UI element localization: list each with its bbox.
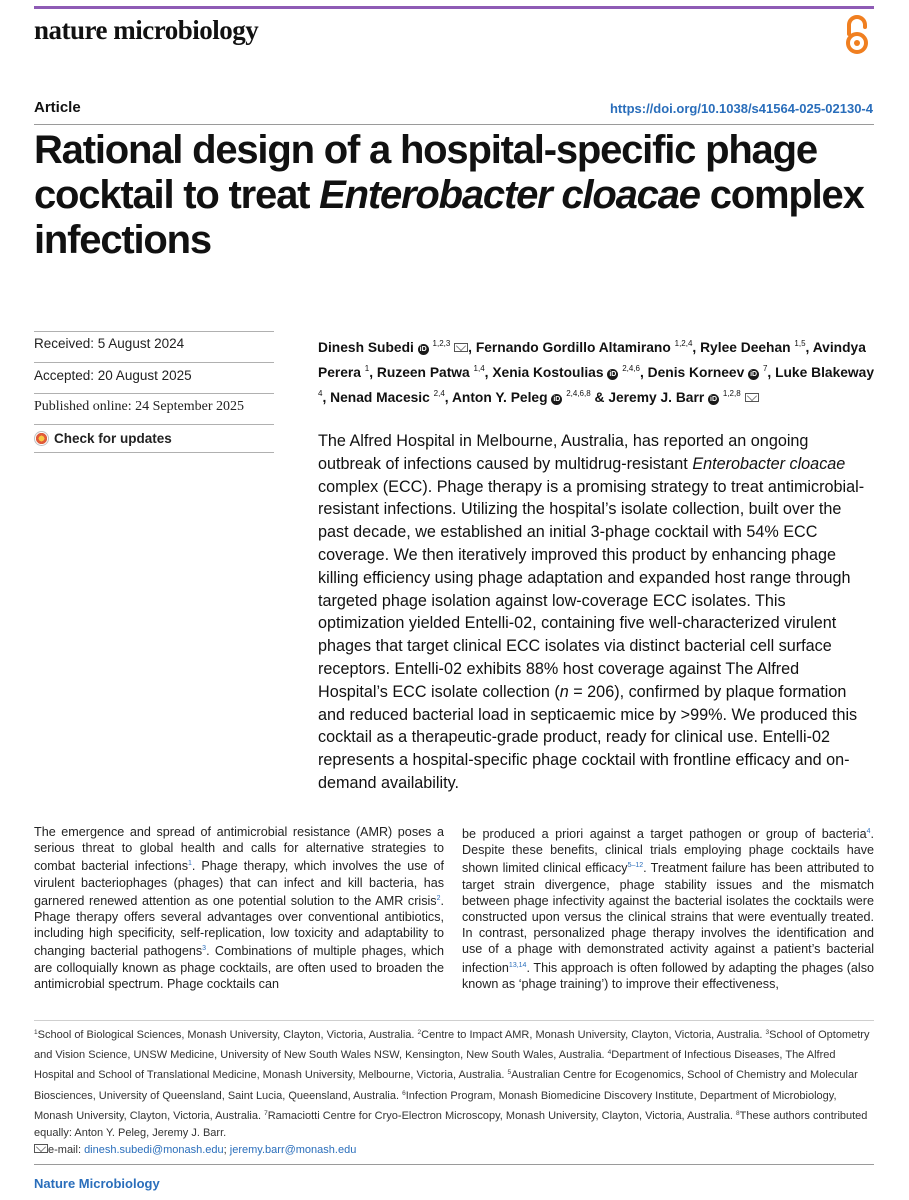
email-icon [34, 1144, 48, 1153]
affiliation-number: 5 [507, 1069, 512, 1077]
author-name[interactable]: Denis Korneev [647, 365, 749, 380]
affiliation-text: School of Biological Sciences, Monash University, Clayton, Victoria, Australia. [37, 1029, 418, 1041]
orcid-icon[interactable]: iD [553, 396, 561, 403]
author-affiliation-ref: 1 [364, 364, 370, 373]
meta-rule-2 [34, 362, 274, 363]
author-affiliation-ref: 2,4,6 [622, 364, 640, 373]
citation-ref[interactable]: 13,14 [508, 961, 527, 969]
body-text-column-1: The emergence and spread of antimicrobial resistance (AMR) poses a serious threat to global health and calls for alternative strategies to combat bacterial infections$^1$. Phage therapy, which involves the use of virulent bacteriophages (phages) that can infect and kill bacteria, has garnered renewed attention as one potential solution to the AMR crisis$^2$. Phage therapy offers several advantages over conventional antibiotics, including high specificity, self-replication, low toxicity and adaptability to changing bacterial pathogens$^3$. Combinations of multiple phages, which are colloquially known as phage cocktails, are often used to broaden the antimicrobial spectrum. Phage cocktails can [34, 825, 444, 991]
affiliations: $^1$School of Biological Sciences, Monash University, Clayton, Victoria, Australia. $^2$Centre to Impact AMR, Monash University, Clayton, Victoria, Australia. $^3$School of Optometry and Vision Science, UNSW Medicine, University of New South Wales NSW, Kensington, New South Wales, Australia. $^4$Department of Infectious Diseases, The Alfred Hospital and School of Translational Medicine, Monash University, Melbourne, Victoria, Australia. $^5$Australian Centre for Ecogenomics, School of Chemistry and Molecular Biosciences, University of Queensland, Saint Lucia, Queensland, Australia. $^6$Infection Program, Monash Biomedicine Discovery Institute, Department of Microbiology, Monash University, Clayton, Victoria, Australia. $^7$Ramaciotti Centre for Cryo-Electron Microscopy, Monash University, Clayton, Victoria, Australia. $^8$These authors contributed equally: Anton Y. Peleg, Jeremy J. Barr. e-mail: dinesh.subedi@monash.edu; jeremy.barr@monash.edu [34, 1029, 870, 1157]
author-name[interactable]: Luke Blakeway [775, 365, 875, 380]
affiliation-number: 3 [765, 1029, 770, 1036]
title-italic-species: Enterobacter cloacae [319, 173, 700, 217]
citation-ref[interactable]: 1 [188, 860, 192, 868]
article-type: Article [34, 99, 81, 116]
author-name[interactable]: Nenad Macesic [330, 390, 434, 405]
citation-ref[interactable]: 2 [436, 894, 441, 902]
author-affiliation-ref: 1,4 [473, 364, 485, 373]
author-affiliation-ref: 1,5 [794, 339, 806, 348]
affiliation-text: These authors contributed equally: Anton Y. Peleg, Jeremy J. Barr. [34, 1109, 868, 1140]
doi-link[interactable]: https://doi.org/10.1038/s41564-025-02130-4 [609, 101, 873, 116]
meta-rule-3 [34, 393, 274, 394]
author-name[interactable]: Jeremy J. Barr [608, 390, 709, 405]
author-name[interactable]: Dinesh Subedi [318, 340, 418, 355]
orcid-icon[interactable]: iD [609, 371, 617, 378]
author-affiliation-ref: 1,2,8 [722, 389, 741, 398]
journal-name: nature microbiology [34, 15, 259, 45]
meta-rule-5 [34, 452, 274, 453]
orcid-icon[interactable]: iD [710, 396, 718, 403]
affiliation-number: 8 [735, 1109, 740, 1117]
affiliations-rule [34, 1020, 874, 1021]
affiliation-number: 4 [607, 1049, 612, 1057]
affiliation-number: 2 [417, 1029, 422, 1036]
check-for-updates-button[interactable] [34, 431, 172, 446]
published-date: Published online: 24 September 2025 [34, 399, 244, 414]
affiliation-text: Department of Infectious Diseases, The Alfred Hospital and School of Translational Medicine, Monash University, Melbourne, Victoria, Australia. [34, 1049, 836, 1082]
author-affiliation-ref: 1,2,4 [674, 339, 693, 348]
email-link-1[interactable]: dinesh.subedi@monash.edu [84, 1144, 224, 1157]
check-for-updates-label: Check for updates [54, 431, 172, 446]
author-name[interactable]: Xenia Kostoulias [492, 365, 608, 380]
received-date: Received: 5 August 2024 [34, 336, 185, 351]
citation-ref[interactable]: 4 [866, 828, 871, 835]
email-icon[interactable] [454, 343, 468, 352]
author-affiliation-ref: 7 [762, 364, 768, 373]
affiliation-number: 7 [264, 1109, 268, 1117]
affiliation-text: Ramaciotti Centre for Cryo-Electron Microscopy, Monash University, Clayton, Victoria, Australia. [267, 1109, 736, 1122]
body-text-column-2: be produced a priori against a target pathogen or group of bacteria$^4$. Despite these benefits, clinical trials employing phage cocktails have shown limited clinical efficacy$^{5-12}$. Treatment failure has been attributed to target strain divergence, phage stability issues and the mismatch between phage infectivity against the bacterial isolates the cocktails were constructed upon versus the clinical strains that were eventually treated. In contrast, personalized phage therapy involves the identification and use of a phage with demonstrated activity against a patient’s bacterial infection$^{13,14}$. This approach is often followed by adapting the phages (also known as ‘phage training’) to improve their effectiveness, [462, 827, 874, 991]
citation-ref[interactable]: 3 [202, 945, 207, 953]
affiliation-number: 6 [402, 1089, 406, 1097]
abstract: The Alfred Hospital in Melbourne, Australia, has reported an ongoing outbreak of infections caused by multidrug-resistant Enterobacter cloacae complex (ECC). Phage therapy is a promising strategy to treat antimicrobial-resistant infections. Utilizing the hospital’s isolate collection, built over the past decade, we established an initial 3-phage cocktail with 54% ECC coverage. We then iteratively improved this product by enhancing phage killing efficiency using phage adaptation and expanded host range through targeted phage isolation against low-coverage ECC isolates. This optimization yielded Entelli-02, containing five well-characterized virulent phages that target clinical ECC isolates via distinct bacterial cell surface receptors. Entelli-02 exhibits 88% host coverage against The Alfred Hospital’s ECC isolate collection (n = 206), confirmed by plaque formation and reduced bacterial load in septicaemic mice by >99%. We produced this cocktail as a therapeutic-grade product, ready for clinical use. Entelli-02 represents a hospital-specific phage cocktail with frontline efficacy and on-demand availability. [318, 432, 865, 792]
check-updates-icon [34, 431, 49, 446]
author-name[interactable]: Anton Y. Peleg [451, 390, 552, 405]
open-access-icon [840, 14, 874, 56]
affiliation-text: Centre to Impact AMR, Monash University, Clayton, Victoria, Australia. [421, 1029, 766, 1041]
footer-rule [34, 1164, 874, 1165]
affiliation-text: School of Optometry and Vision Science, UNSW Medicine, University of New South Wales NSW, Kensington, New South Wales, Australia. [34, 1029, 870, 1062]
affiliation-text: Australian Centre for Ecogenomics, School of Chemistry and Molecular Biosciences, University of Queensland, Saint Lucia, Queensland, Australia. [34, 1069, 858, 1102]
author-name[interactable]: Fernando Gordillo Altamirano [475, 340, 675, 355]
meta-rule-1 [34, 331, 274, 332]
orcid-icon[interactable]: iD [750, 371, 758, 378]
affiliation-text: Infection Program, Monash Biomedicine Discovery Institute, Department of Microbiology, Monash University, Clayton, Victoria, Australia. [34, 1089, 837, 1122]
meta-rule-4 [34, 424, 274, 425]
top-accent-rule [34, 6, 874, 9]
header-rule [34, 124, 874, 125]
author-affiliation-ref: 2,4 [433, 389, 445, 398]
orcid-icon[interactable]: iD [419, 346, 427, 353]
author-affiliation-ref: 1,2,3 [432, 339, 451, 348]
author-affiliation-ref: 4 [318, 389, 323, 398]
footer-journal: Nature Microbiology [34, 1176, 160, 1191]
author-name[interactable]: Rylee Deehan [700, 340, 795, 355]
article-title: Rational design of a hospital-specific phage cocktail to treat Enterobacter cloacae complex infections [34, 128, 864, 262]
email-link-2[interactable]: jeremy.barr@monash.edu [229, 1144, 357, 1157]
author-name[interactable]: Avindya Perera [318, 340, 866, 380]
email-icon[interactable] [745, 393, 759, 402]
author-name[interactable]: Ruzeen Patwa [376, 365, 474, 380]
citation-ref[interactable]: 5–12 [627, 862, 644, 870]
accepted-date: Accepted: 20 August 2025 [34, 368, 192, 383]
affiliation-number: 1 [34, 1029, 38, 1036]
author-list: Dinesh Subedi iD $^{1,2,3}$ , Fernando Gordillo Altamirano $^{1,2,4}$, Rylee Deehan $^{1,5}$, Avindya Perera $^1$, Ruzeen Patwa $^{1,4}$, Xenia Kostoulias iD $^{2,4,6}$, Denis Korneev iD $^7$, Luke Blakeway $^4$, Nenad Macesic $^{2,4}$, Anton Y. Peleg iD $^{2,4,6,8}$ & Jeremy J. Barr iD $^{1,2,8}$ [318, 339, 875, 405]
author-affiliation-ref: 2,4,6,8 [566, 389, 591, 398]
